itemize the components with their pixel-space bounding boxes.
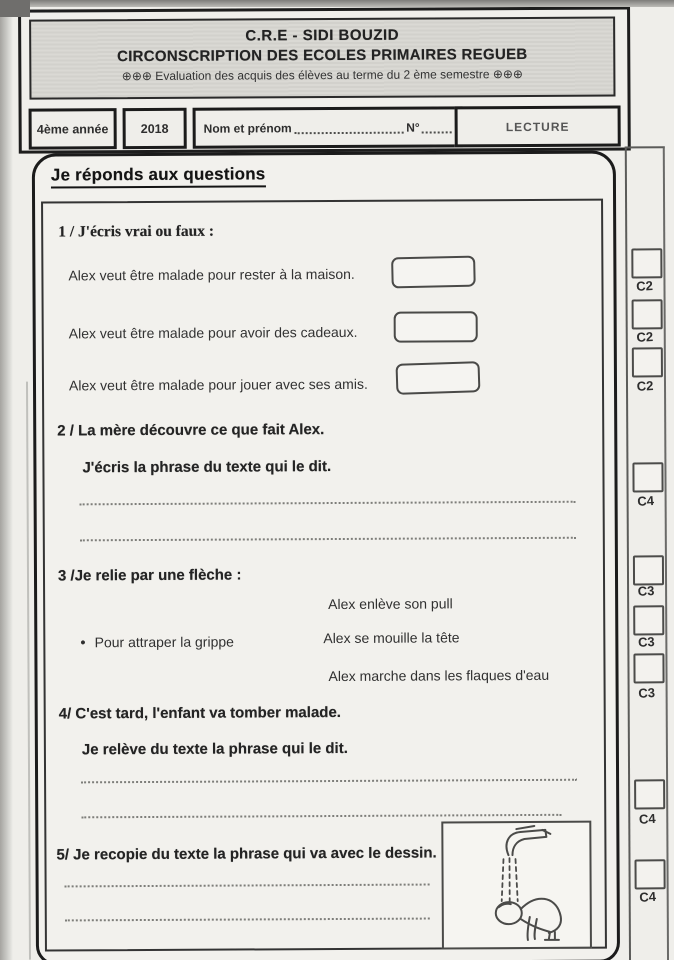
grade-label: 4ème année (36, 121, 109, 137)
grade-cell (29, 108, 117, 149)
q3-option-3[interactable]: Alex marche dans les flaques d'eau (328, 666, 550, 685)
answer-line[interactable] (81, 779, 577, 784)
score-checkbox[interactable] (633, 653, 664, 683)
score-checkbox[interactable] (632, 462, 663, 492)
q3-label: 3 /Je relie par une flèche : (57, 566, 242, 585)
scan-corner-mark (0, 0, 30, 17)
score-code: C4 (638, 810, 657, 827)
score-checkbox[interactable] (632, 299, 663, 329)
answer-line[interactable] (81, 814, 561, 819)
score-checkbox[interactable] (634, 779, 665, 809)
name-label: Nom et prénom (203, 120, 292, 136)
number-label: N° (406, 120, 420, 135)
faucet-child-illustration (446, 825, 587, 944)
q1-statement-3: Alex veut être malade pour jouer avec ses amis. (68, 375, 368, 394)
name-cell[interactable] (193, 106, 463, 148)
illustration-frame (441, 821, 592, 950)
score-code: C4 (636, 492, 655, 509)
q5-label: 5/ Je recopie du texte la phrase qui va avec le dessin. (56, 844, 437, 864)
answer-box-1[interactable] (391, 256, 476, 289)
q1-label: 1 / J'écris vrai ou faux : (58, 222, 215, 241)
score-code: C3 (637, 582, 655, 599)
q4-label: 4/ C'est tard, l'enfant va tomber malade. (58, 703, 341, 723)
q3-left-item-label: Pour attraper la grippe (94, 633, 234, 651)
score-code: C2 (635, 277, 654, 294)
answer-line[interactable] (80, 501, 576, 506)
questions-box (41, 199, 607, 952)
exam-subtitle: ⊕⊕⊕ Evaluation des acquis des élèves au terme du 2 ème semestre ⊕⊕⊕ (121, 67, 524, 84)
org-name: C.R.E - SIDI BOUZID (245, 26, 400, 45)
score-code: C3 (637, 684, 656, 701)
answer-box-3[interactable] (396, 361, 481, 395)
score-code: C3 (637, 633, 656, 650)
score-code: C4 (638, 888, 657, 905)
score-checkbox[interactable] (632, 347, 663, 377)
scan-edge-top (0, 0, 674, 7)
score-checkbox[interactable] (634, 859, 665, 889)
worksheet-title: Je réponds aux questions (51, 164, 266, 188)
q3-left-item[interactable] (80, 634, 234, 652)
header-frame (18, 6, 631, 153)
score-checkbox[interactable] (633, 605, 664, 635)
q3-option-2[interactable]: Alex se mouille la tête (323, 629, 460, 647)
score-code: C2 (636, 377, 654, 394)
q3-option-1[interactable]: Alex enlève son pull (328, 595, 453, 613)
q2-instruction: J'écris la phrase du texte qui le dit. (82, 458, 332, 477)
score-checkbox[interactable] (633, 555, 664, 585)
year-cell (123, 108, 187, 149)
page-fold-shadow (26, 382, 31, 960)
subject-label: LECTURE (505, 119, 570, 134)
q4-instruction: Je relève du texte la phrase qui le dit. (81, 739, 348, 759)
q1-statement-1: Alex veut être malade pour rester à la maison. (68, 265, 355, 284)
score-checkbox[interactable] (631, 248, 662, 278)
subject-cell (455, 106, 621, 148)
org-subdivision: CIRCONSCRIPTION DES ECOLES PRIMAIRES REGUEB (117, 45, 528, 66)
name-dotted-leader[interactable] (295, 121, 404, 135)
q1-statement-2: Alex veut être malade pour avoir des cadeaux. (68, 323, 358, 342)
score-code: C2 (636, 328, 654, 345)
answer-line[interactable] (65, 918, 430, 922)
bullet-icon: • (80, 634, 86, 652)
header-title-box (29, 17, 615, 100)
number-dotted-leader[interactable] (422, 120, 452, 133)
year-label: 2018 (140, 121, 169, 136)
answer-line[interactable] (80, 537, 576, 542)
scan-edge-left (0, 0, 13, 960)
answer-line[interactable] (65, 884, 430, 888)
q2-label: 2 / La mère découvre ce que fait Alex. (57, 421, 325, 440)
answer-box-2[interactable] (394, 311, 478, 342)
